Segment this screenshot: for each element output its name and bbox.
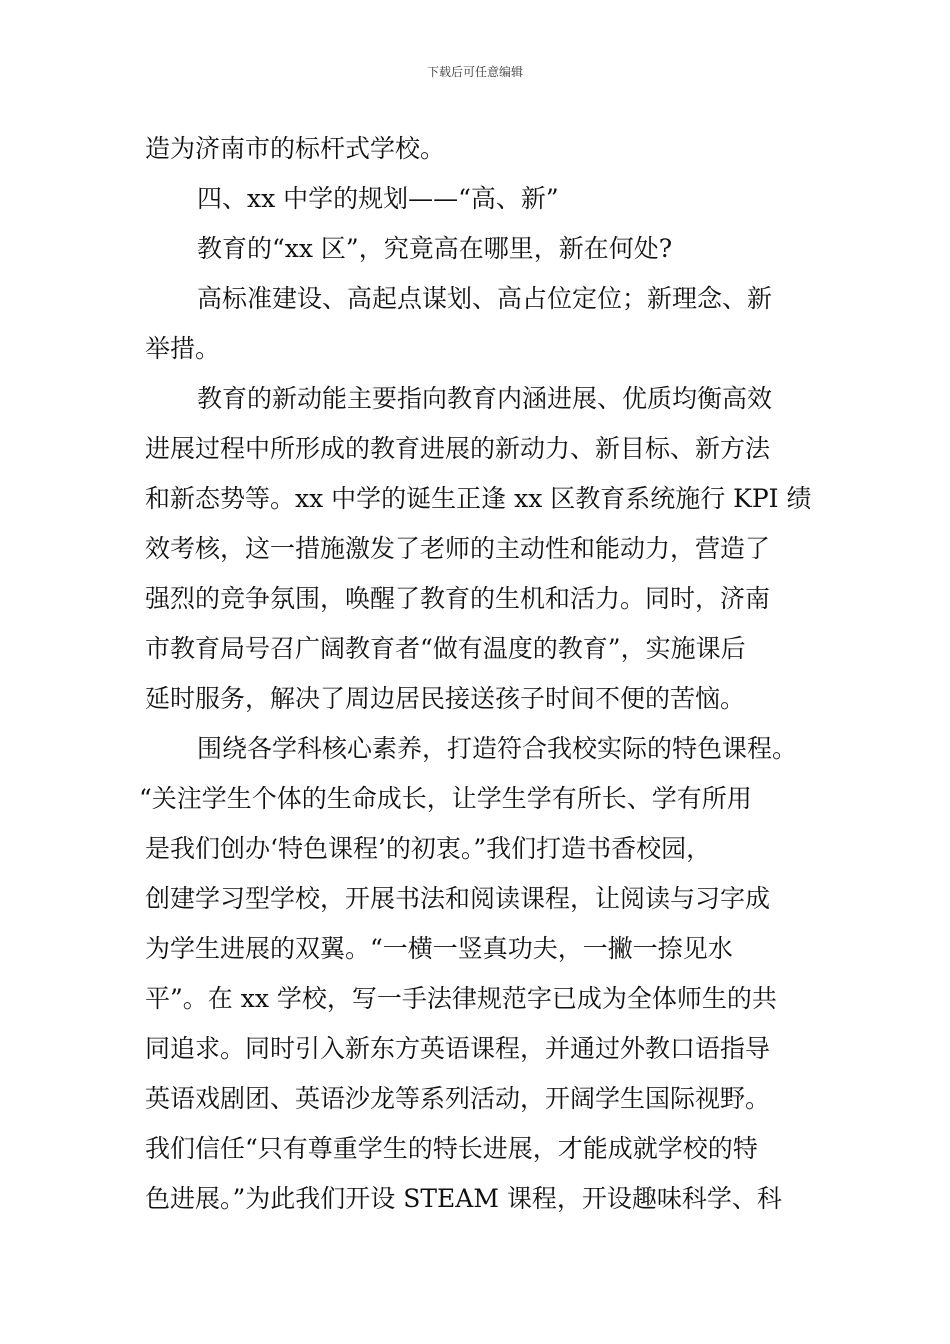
text-line: 教育的新动能主要指向教育内涵进展、优质均衡高效 [197,384,773,413]
text-line: 举措。 [145,334,221,363]
document-body [139,124,812,1224]
text-line: 造为济南市的标杆式学校。 [145,134,446,163]
text-line: 延时服务，解决了周边居民接送孩子时间不便的苦恼。 [145,684,746,713]
text-line: 市教育局号召广阔教育者“做有温度的教育”，实施课后 [145,634,746,663]
text-line: 强烈的竞争氛围，唤醒了教育的生机和活力。同时，济南 [145,584,771,613]
text-line: 效考核，这一措施激发了老师的主动性和能动力，营造了 [145,534,771,563]
text-line: 和新态势等。xx 中学的诞生正逢 xx 区教育系统施行 KPI 绩 [145,484,812,513]
text-line: 平”。在 xx 学校，写一手法律规范字已成为全体师生的共 [145,984,777,1013]
text-line: 我们信任“只有尊重学生的特长进展，才能成就学校的特 [145,1134,758,1163]
text-line: 进展过程中所形成的教育进展的新动力、新目标、新方法 [145,434,771,463]
section-heading: 四、xx 中学的规划——“高、新” [197,184,559,213]
text-line: 同追求。同时引入新东方英语课程，并通过外教口语指导 [145,1034,771,1063]
text-line: 创建学习型学校，开展书法和阅读课程，让阅读与习字成 [145,884,771,913]
text-line: 为学生进展的双翼。“一横一竖真功夫，一撇一捺见水 [145,934,733,963]
page-header: 下载后可任意编辑 [426,65,523,79]
text-line: “关注学生个体的生命成长，让学生学有所长、学有所用 [139,784,752,813]
text-line: 是我们创办‘特色课程’的初衷。”我们打造书香校园， [145,834,712,863]
text-line: 色进展。”为此我们开设 STEAM 课程，开设趣味科学、科 [145,1184,782,1213]
text-line: 教育的“xx 区”，究竟高在哪里，新在何处? [197,234,673,263]
text-line: 围绕各学科核心素养，打造符合我校实际的特色课程。 [197,734,798,763]
text-line: 英语戏剧团、英语沙龙等系列活动，开阔学生国际视野。 [145,1084,771,1113]
text-line: 高标准建设、高起点谋划、高占位定位；新理念、新 [197,284,773,313]
